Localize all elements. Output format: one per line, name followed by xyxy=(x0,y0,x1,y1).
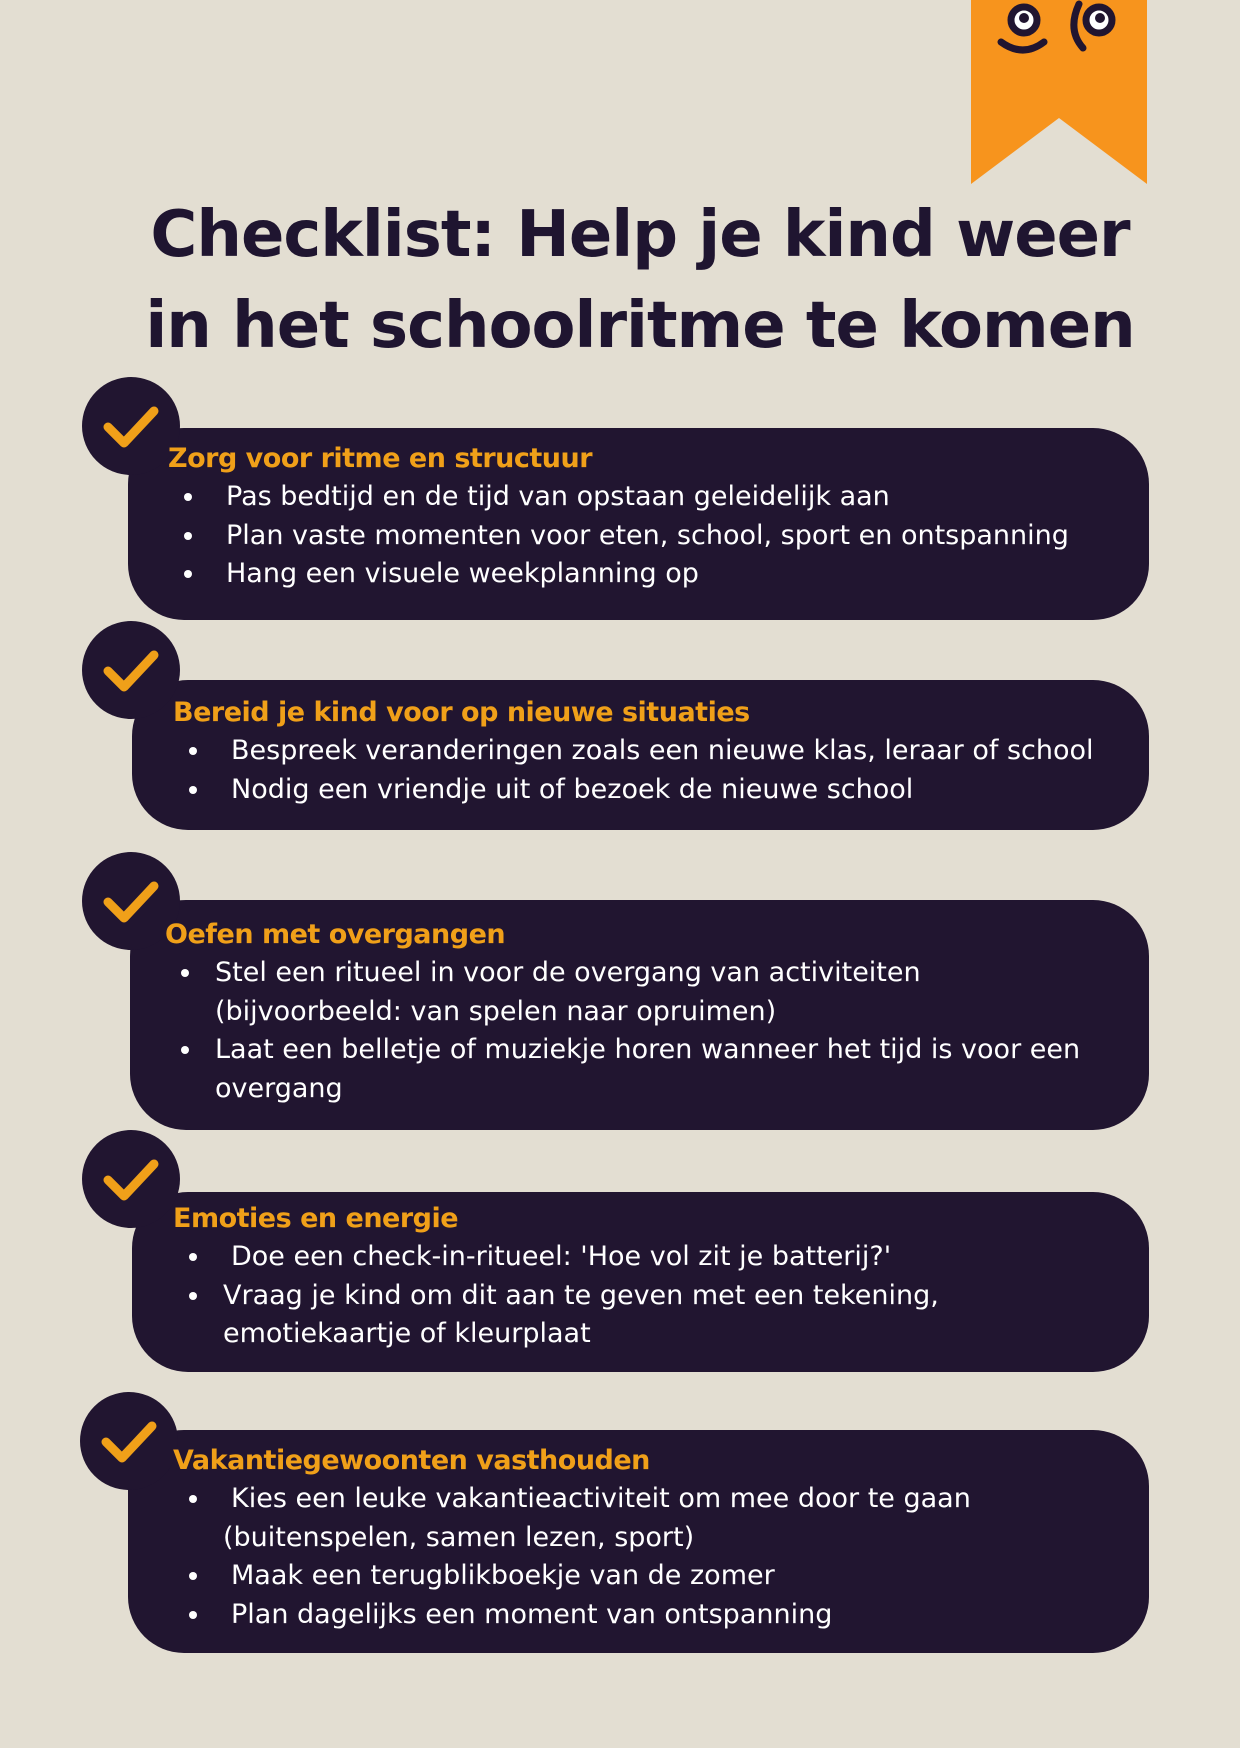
list-item-text: Laat een belletje of muziekje horen wanneer het tijd is voor een xyxy=(215,1034,1081,1065)
list-item-continued xyxy=(183,1519,971,1558)
list-item-continued xyxy=(175,993,1080,1032)
list-item-text: (bijvoorbeeld: van spelen naar opruimen) xyxy=(215,995,777,1027)
section-heading: Zorg voor ritme en structuur xyxy=(168,443,593,474)
list-item xyxy=(183,771,1094,810)
list-item xyxy=(178,478,1069,517)
list-item-text: Doe een check-in-ritueel: 'Hoe vol zit je batterij?' xyxy=(231,1241,892,1272)
section-heading: Emoties en energie xyxy=(173,1203,459,1234)
checklist-items xyxy=(183,1238,939,1354)
check-badge xyxy=(80,1392,178,1490)
list-item-text: Plan dagelijks een moment van ontspanning xyxy=(231,1598,833,1630)
list-item-text: Plan vaste momenten voor eten, school, sport en ontspanning xyxy=(226,519,1069,551)
list-item xyxy=(183,1277,939,1316)
section-heading: Bereid je kind voor op nieuwe situaties xyxy=(173,697,750,728)
title-line-2: in het schoolritme te komen xyxy=(145,289,1135,363)
checklist-items xyxy=(178,478,1069,594)
section-heading: Vakantiegewoonten vasthouden xyxy=(173,1445,650,1476)
list-item xyxy=(175,954,1080,993)
check-badge xyxy=(82,377,180,475)
list-item-text: Pas bedtijd en de tijd van opstaan geleidelijk aan xyxy=(226,481,890,512)
list-item-text: emotiekaartje of kleurplaat xyxy=(223,1318,591,1349)
title-line-1: Checklist: Help je kind weer xyxy=(150,198,1130,272)
list-item-text: Bespreek veranderingen zoals een nieuwe klas, leraar of school xyxy=(231,735,1094,766)
list-item-text: Vraag je kind om dit aan te geven met een tekening, xyxy=(223,1279,939,1311)
checkmark-icon xyxy=(102,880,160,926)
check-badge xyxy=(82,621,180,719)
checkmark-icon xyxy=(100,1420,158,1466)
list-item-text: Stel een ritueel in voor de overgang van activiteiten xyxy=(215,957,921,988)
list-item xyxy=(175,1031,1080,1070)
section-heading: Oefen met overgangen xyxy=(165,919,506,950)
list-item-text: (buitenspelen, samen lezen, sport) xyxy=(223,1521,695,1553)
list-item xyxy=(183,732,1094,771)
checklist-items xyxy=(175,954,1080,1108)
list-item xyxy=(183,1480,971,1519)
list-item xyxy=(183,1557,971,1596)
checklist-items xyxy=(183,732,1094,809)
checkmark-icon xyxy=(102,1158,160,1204)
list-item xyxy=(178,555,1069,594)
page-title xyxy=(0,190,1240,372)
list-item xyxy=(183,1596,971,1635)
checkmark-icon xyxy=(102,405,160,451)
list-item xyxy=(178,517,1069,556)
list-item-text: Kies een leuke vakantieactiviteit om mee door te gaan xyxy=(231,1483,971,1514)
list-item-continued xyxy=(183,1315,939,1354)
list-item xyxy=(183,1238,939,1277)
check-badge xyxy=(82,1130,180,1228)
checklist-items xyxy=(183,1480,971,1634)
checkmark-icon xyxy=(102,649,160,695)
list-item-continued xyxy=(175,1070,1080,1109)
list-item-text: Maak een terugblikboekje van de zomer xyxy=(231,1560,775,1591)
list-item-text: Nodig een vriendje uit of bezoek de nieuwe school xyxy=(231,773,914,805)
list-item-text: Hang een visuele weekplanning op xyxy=(226,558,699,589)
list-item-text: overgang xyxy=(215,1072,343,1104)
smiley-bookmark-icon xyxy=(971,0,1147,184)
